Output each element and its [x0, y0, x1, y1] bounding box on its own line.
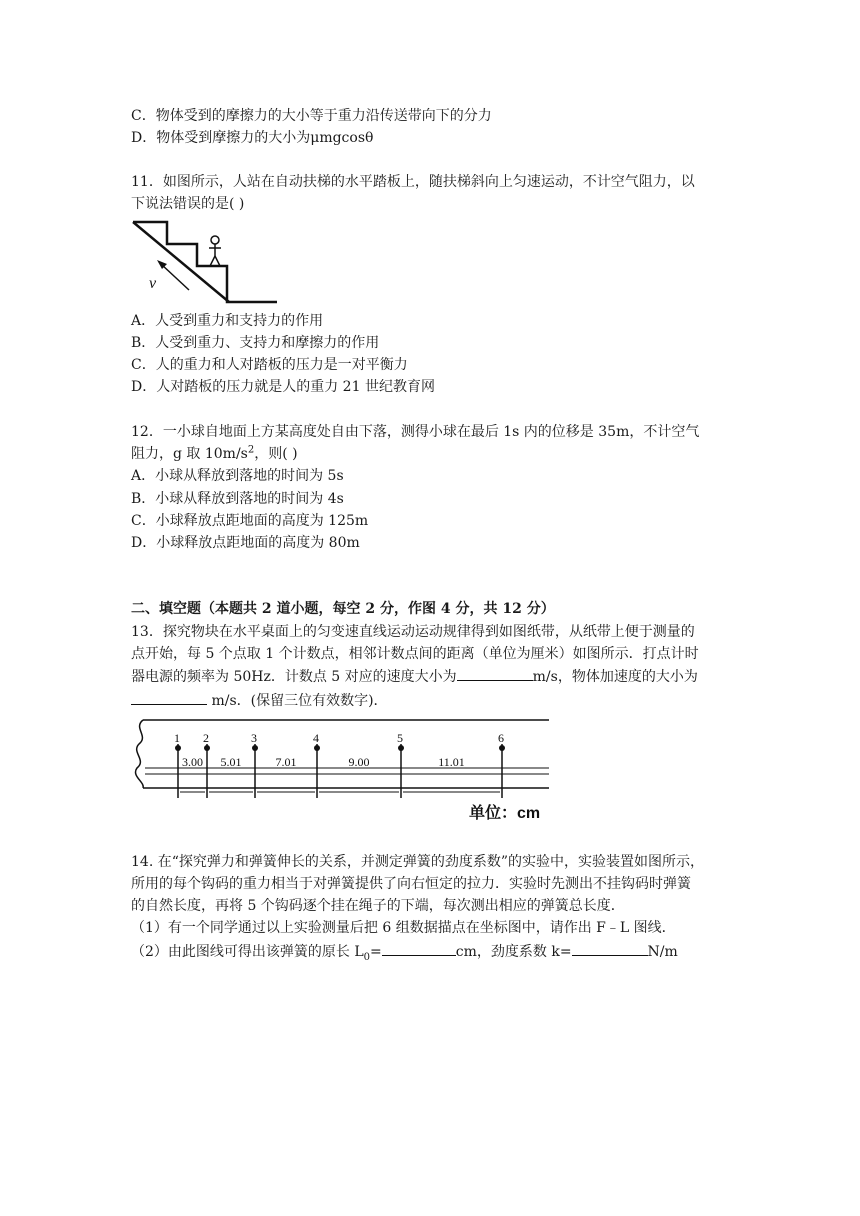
- q12-stem-line1: 12．一小球自地面上方某高度处自由下落，测得小球在最后 1s 内的位移是 35m，不计空气: [131, 424, 700, 440]
- q12-stem-text: 阻力，g 取 10m/s: [131, 446, 248, 462]
- tape-point-label: 3: [251, 731, 257, 745]
- tape-point-label: 2: [203, 731, 209, 745]
- tape-distance-label: 7.01: [275, 755, 297, 769]
- q14-line1: 14. 在“探究弹力和弹簧伸长的关系，并测定弹簧的劲度系数”的实验中，实验装置如图所示，: [131, 854, 705, 870]
- q12-exponent: 2: [247, 444, 255, 456]
- q11-option-c: C．人的重力和人对踏板的压力是一对平衡力: [131, 357, 408, 373]
- q14-unit: N/m: [647, 944, 678, 960]
- q12-option-b: B．小球从释放到落地的时间为 4s: [131, 491, 344, 507]
- escalator-figure: [131, 218, 281, 306]
- q13-line3-text: 器电源的频率为 50Hz．计数点 5 对应的速度大小为: [131, 669, 457, 685]
- tape-point-label: 6: [498, 731, 504, 745]
- q12-stem-line2: [131, 444, 298, 464]
- q11-option-b: B．人受到重力、支持力和摩擦力的作用: [131, 335, 380, 351]
- q14-line5-mid: cm，劲度系数 k=: [455, 944, 572, 960]
- q12-option-d: D．小球释放点距地面的高度为 80m: [131, 535, 360, 551]
- tape-dot: [499, 745, 505, 751]
- tape-dot: [252, 745, 258, 751]
- q14-line2: 所用的每个钩码的重力相当于对弹簧提供了向右恒定的拉力．实验时先测出不挂钩码时弹簧: [131, 876, 691, 892]
- tape-distance-label: 5.01: [220, 755, 242, 769]
- tape-point-label: 1: [174, 731, 180, 745]
- q13-acceleration-blank[interactable]: [131, 690, 207, 705]
- q13-velocity-blank[interactable]: [457, 666, 533, 681]
- paper-tape-figure: [131, 718, 551, 828]
- q10-option-d: D．物体受到摩擦力的大小为μmgcosθ: [131, 130, 374, 146]
- tape-distance-label: 3.00: [182, 755, 203, 769]
- velocity-label: v: [149, 275, 157, 292]
- q14-subscript: 0: [363, 951, 371, 963]
- q13-line1: 13．探究物块在水平桌面上的匀变速直线运动运动规律得到如图纸带，从纸带上便于测量的: [131, 624, 695, 640]
- q11-option-d: D．人对踏板的压力就是人的重力 21 世纪教育网: [131, 379, 435, 395]
- q13-line4: [131, 690, 388, 711]
- tape-dot: [398, 745, 404, 751]
- q13-line4-tail: m/s．(保留三位有效数字)．: [207, 693, 388, 709]
- tape-unit-label: 单位：cm: [469, 805, 541, 822]
- q11-stem-line1: 11．如图所示，人站在自动扶梯的水平踏板上，随扶梯斜向上匀速运动，不计空气阻力，以: [131, 174, 695, 190]
- q14-length-blank[interactable]: [382, 941, 456, 956]
- tape-point-label: 5: [397, 731, 403, 745]
- q12-stem-tail: ，则( ): [254, 446, 298, 462]
- tape-outline: [135, 720, 549, 788]
- q11-option-a: A．人受到重力和支持力的作用: [131, 313, 324, 329]
- tape-dot: [314, 745, 320, 751]
- tape-point-label: 4: [313, 731, 319, 745]
- q10-option-c: C．物体受到的摩擦力的大小等于重力沿传送带向下的分力: [131, 108, 492, 124]
- q14-line5-text: （2）由此图线可得出该弹簧的原长 L: [131, 944, 364, 960]
- q12-option-c: C．小球释放点距地面的高度为 125m: [131, 513, 369, 529]
- section-fill-in-title: 二、填空题（本题共 2 道小题，每空 2 分，作图 4 分，共 12 分）: [131, 601, 555, 617]
- person-icon: [209, 236, 221, 266]
- q14-line4: （1）有一个同学通过以上实验测量后把 6 组数据描点在坐标图中，请作出 F﹣L 图线．: [131, 920, 676, 936]
- q13-line3: [131, 666, 698, 687]
- q12-option-a: A．小球从释放到落地的时间为 5s: [131, 468, 344, 484]
- escalator-incline: [133, 222, 229, 302]
- q14-line5: [131, 941, 678, 962]
- q13-line3-tail: m/s，物体加速度的大小为: [532, 669, 698, 685]
- tape-distance-label: 9.00: [348, 755, 370, 769]
- tape-dot: [175, 745, 181, 751]
- tape-dot: [204, 745, 210, 751]
- q13-line2: 点开始，每 5 个点取 1 个计数点，相邻计数点间的距离（单位为厘米）如图所示．打点计时: [131, 646, 699, 662]
- q14-equals: =: [370, 944, 382, 960]
- tape-distance-label: 11.01: [438, 755, 465, 769]
- q14-line3: 的自然长度，再将 5 个钩码逐个挂在绳子的下端，每次测出相应的弹簧总长度．: [131, 898, 625, 914]
- q14-stiffness-blank[interactable]: [572, 941, 648, 956]
- q11-stem-line2: 下说法错误的是( ): [131, 196, 245, 212]
